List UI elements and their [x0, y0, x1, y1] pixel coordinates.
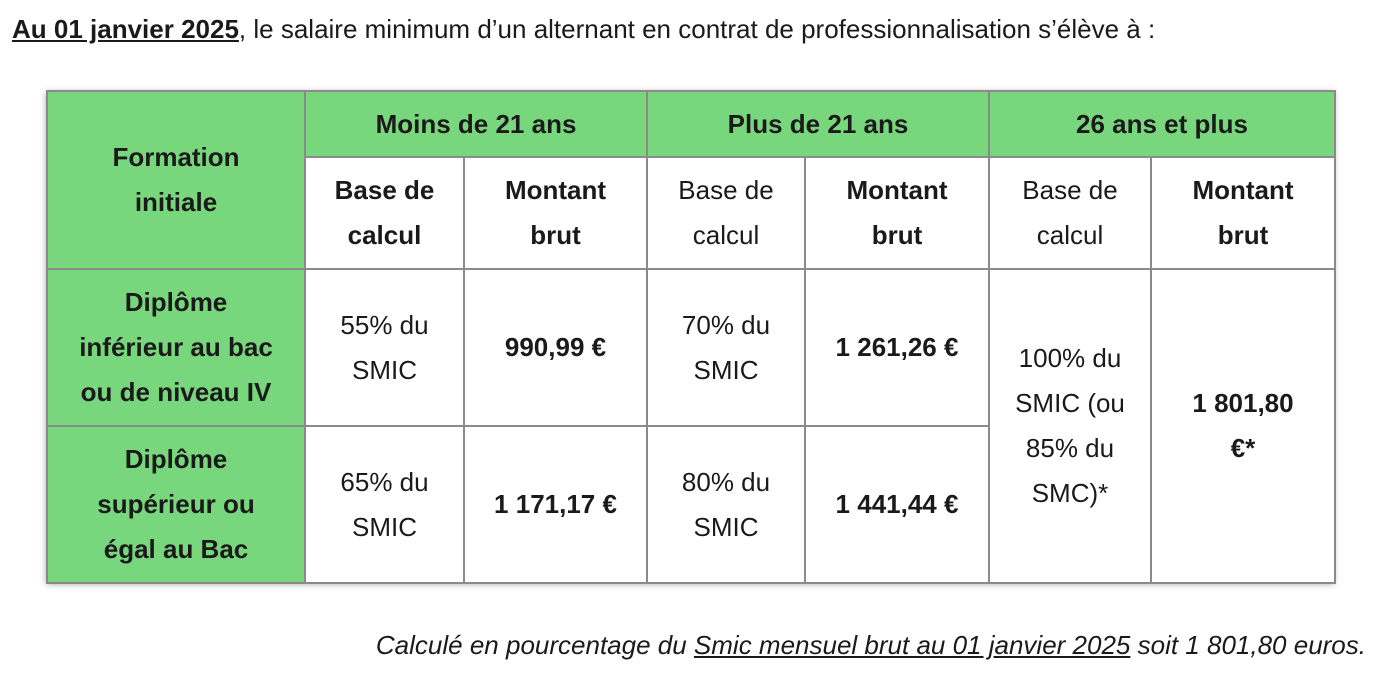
footnote-text-before: Calculé en pourcentage du: [375, 630, 694, 660]
table-row: [47, 269, 1335, 426]
subheader-montant-brut: Montant brut: [464, 157, 647, 269]
subheader-montant-brut: Montant brut: [805, 157, 989, 269]
footnote-text-after: soit 1 801,80 euros.: [1130, 630, 1366, 660]
cell-montant-brut: 990,99 €: [464, 269, 647, 426]
subheader-base-calcul: Base de calcul: [305, 157, 464, 269]
cell-montant-brut: 1 441,44 €: [805, 426, 989, 583]
footnote-smic-link[interactable]: Smic mensuel brut au 01 janvier 2025: [693, 630, 1131, 660]
cell-montant-brut: 1 171,17 €: [464, 426, 647, 583]
table-header-row-groups: [47, 91, 1335, 157]
cell-base-calcul: 70% du SMIC: [647, 269, 805, 426]
header-26-ans-et-plus: 26 ans et plus: [989, 91, 1335, 157]
intro-text: , le salaire minimum d’un alternant en contrat de professionnalisation s’élève à :: [238, 14, 1156, 44]
row-label-diplome-superieur: Diplôme supérieur ou égal au Bac: [47, 426, 305, 583]
header-plus-21-ans: Plus de 21 ans: [647, 91, 989, 157]
cell-base-calcul: 55% du SMIC: [305, 269, 464, 426]
footnote: [376, 628, 1366, 662]
cell-base-calcul: 65% du SMIC: [305, 426, 464, 583]
row-label-diplome-inferieur: Diplôme inférieur au bac ou de niveau IV: [47, 269, 305, 426]
cell-montant-brut: 1 261,26 €: [805, 269, 989, 426]
cell-base-calcul-26-plus: 100% du SMIC (ou 85% du SMC)*: [989, 269, 1151, 583]
subheader-base-calcul: Base de calcul: [647, 157, 805, 269]
cell-base-calcul: 80% du SMIC: [647, 426, 805, 583]
intro-date: Au 01 janvier 2025: [12, 14, 239, 44]
salary-table: [46, 90, 1336, 584]
subheader-montant-brut: Montant brut: [1151, 157, 1335, 269]
cell-montant-brut-26-plus: 1 801,80 €*: [1151, 269, 1335, 583]
subheader-base-calcul: Base de calcul: [989, 157, 1151, 269]
salary-table-container: [46, 90, 1334, 582]
intro-sentence: [12, 12, 1155, 46]
header-formation-initiale: Formation initiale: [47, 91, 305, 269]
header-moins-21-ans: Moins de 21 ans: [305, 91, 647, 157]
